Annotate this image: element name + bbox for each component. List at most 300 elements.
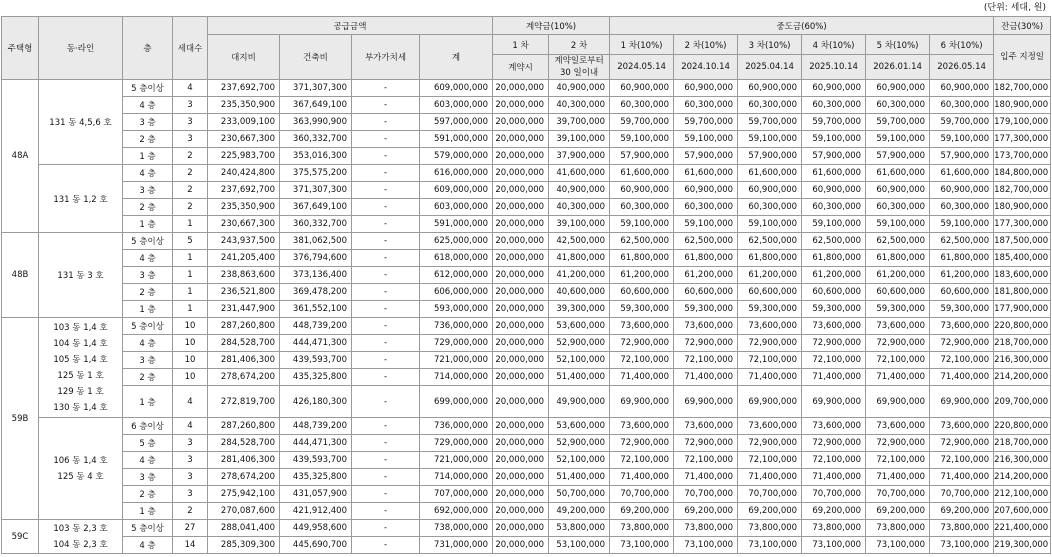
table-row <box>2 369 1051 386</box>
building-cell: 369,478,200 <box>280 284 352 301</box>
header-middle: 중도금(60%) <box>610 17 994 35</box>
mid2-cell: 62,500,000 <box>674 233 738 250</box>
mid4-cell: 59,100,000 <box>802 131 866 148</box>
header-households: 세대수 <box>173 17 208 80</box>
land-cell: 285,309,300 <box>208 537 280 554</box>
land-cell: 281,406,300 <box>208 352 280 369</box>
households-cell: 1 <box>173 284 208 301</box>
mid6-cell: 60,300,000 <box>930 199 994 216</box>
contract2-cell: 49,200,000 <box>549 503 610 520</box>
mid4-cell: 73,600,000 <box>802 418 866 435</box>
header-mid-date-1: 2024.05.14 <box>610 55 674 80</box>
households-cell: 4 <box>173 418 208 435</box>
building-cell: 353,016,300 <box>280 148 352 165</box>
households-cell: 14 <box>173 537 208 554</box>
mid1-cell: 72,100,000 <box>610 452 674 469</box>
mid3-cell: 59,100,000 <box>738 216 802 233</box>
contract1-cell: 20,000,000 <box>493 520 549 537</box>
total-cell: 593,000,000 <box>420 301 493 318</box>
balance-cell: 216,300,000 <box>994 352 1051 369</box>
balance-cell: 212,100,000 <box>994 486 1051 503</box>
mid3-cell: 71,400,000 <box>738 469 802 486</box>
total-cell: 579,000,000 <box>420 148 493 165</box>
balance-cell: 185,400,000 <box>994 250 1051 267</box>
total-cell: 603,000,000 <box>420 199 493 216</box>
total-cell: 721,000,000 <box>420 452 493 469</box>
vat-cell: - <box>352 267 420 284</box>
table-row <box>2 452 1051 469</box>
dong-line-cell: 131 동 1,2 호 <box>39 165 123 233</box>
header-contract-2: 2 차 <box>549 35 610 55</box>
header-dong-line: 동·라인 <box>39 17 123 80</box>
mid6-cell: 60,900,000 <box>930 80 994 97</box>
table-row <box>2 114 1051 131</box>
vat-cell: - <box>352 97 420 114</box>
mid2-cell: 59,100,000 <box>674 131 738 148</box>
contract2-cell: 42,500,000 <box>549 233 610 250</box>
contract2-cell: 53,800,000 <box>549 520 610 537</box>
mid2-cell: 61,800,000 <box>674 250 738 267</box>
building-cell: 449,958,600 <box>280 520 352 537</box>
building-cell: 448,739,200 <box>280 418 352 435</box>
mid6-cell: 57,900,000 <box>930 148 994 165</box>
mid5-cell: 73,600,000 <box>866 418 930 435</box>
households-cell: 3 <box>173 114 208 131</box>
balance-cell: 177,900,000 <box>994 301 1051 318</box>
mid5-cell: 73,800,000 <box>866 520 930 537</box>
building-cell: 426,180,300 <box>280 386 352 418</box>
contract1-cell: 20,000,000 <box>493 469 549 486</box>
header-vat: 부가가치세 <box>352 35 420 80</box>
mid1-cell: 72,100,000 <box>610 352 674 369</box>
balance-cell: 182,700,000 <box>994 182 1051 199</box>
building-cell: 431,057,900 <box>280 486 352 503</box>
contract2-cell: 53,600,000 <box>549 318 610 335</box>
mid3-cell: 69,200,000 <box>738 503 802 520</box>
mid1-cell: 70,700,000 <box>610 486 674 503</box>
dong-line-cell <box>39 520 123 554</box>
vat-cell: - <box>352 216 420 233</box>
mid3-cell: 60,900,000 <box>738 182 802 199</box>
vat-cell: - <box>352 520 420 537</box>
mid1-cell: 59,100,000 <box>610 131 674 148</box>
mid1-cell: 69,200,000 <box>610 503 674 520</box>
total-cell: 738,000,000 <box>420 520 493 537</box>
mid3-cell: 72,900,000 <box>738 335 802 352</box>
mid4-cell: 73,100,000 <box>802 537 866 554</box>
mid1-cell: 73,100,000 <box>610 537 674 554</box>
mid3-cell: 73,800,000 <box>738 520 802 537</box>
vat-cell: - <box>352 486 420 503</box>
building-cell: 375,575,200 <box>280 165 352 182</box>
mid1-cell: 69,900,000 <box>610 386 674 418</box>
land-cell: 230,667,300 <box>208 131 280 148</box>
land-cell: 288,041,400 <box>208 520 280 537</box>
households-cell: 1 <box>173 250 208 267</box>
type-cell: 48B <box>2 233 39 318</box>
mid1-cell: 60,900,000 <box>610 80 674 97</box>
price-table <box>1 16 1051 554</box>
contract2-cell: 49,900,000 <box>549 386 610 418</box>
mid5-cell: 62,500,000 <box>866 233 930 250</box>
mid1-cell: 59,100,000 <box>610 216 674 233</box>
mid6-cell: 73,800,000 <box>930 520 994 537</box>
mid6-cell: 59,700,000 <box>930 114 994 131</box>
contract2-cell: 53,600,000 <box>549 418 610 435</box>
vat-cell: - <box>352 503 420 520</box>
balance-cell: 216,300,000 <box>994 452 1051 469</box>
building-cell: 381,062,500 <box>280 233 352 250</box>
balance-cell: 177,300,000 <box>994 131 1051 148</box>
floor-cell: 3 층 <box>123 267 173 284</box>
mid4-cell: 61,800,000 <box>802 250 866 267</box>
contract1-cell: 20,000,000 <box>493 369 549 386</box>
mid3-cell: 60,900,000 <box>738 80 802 97</box>
households-cell: 10 <box>173 335 208 352</box>
mid2-cell: 57,900,000 <box>674 148 738 165</box>
land-cell: 237,692,700 <box>208 182 280 199</box>
balance-cell: 179,100,000 <box>994 114 1051 131</box>
contract1-cell: 20,000,000 <box>493 284 549 301</box>
dong-line-label: 105 동 1,4 호 <box>53 354 108 365</box>
floor-cell: 2 층 <box>123 131 173 148</box>
dong-line-label: 103 동 2,3 호 <box>53 523 108 534</box>
contract1-cell: 20,000,000 <box>493 233 549 250</box>
mid2-cell: 61,600,000 <box>674 165 738 182</box>
floor-cell: 3 층 <box>123 114 173 131</box>
mid5-cell: 71,400,000 <box>866 369 930 386</box>
contract1-cell: 20,000,000 <box>493 352 549 369</box>
mid4-cell: 60,900,000 <box>802 182 866 199</box>
building-cell: 373,136,400 <box>280 267 352 284</box>
mid1-cell: 73,600,000 <box>610 318 674 335</box>
table-row <box>2 182 1051 199</box>
balance-cell: 182,700,000 <box>994 80 1051 97</box>
mid6-cell: 73,600,000 <box>930 318 994 335</box>
total-cell: 618,000,000 <box>420 250 493 267</box>
mid3-cell: 69,900,000 <box>738 386 802 418</box>
vat-cell: - <box>352 131 420 148</box>
balance-cell: 180,900,000 <box>994 97 1051 114</box>
building-cell: 371,307,300 <box>280 80 352 97</box>
dong-line-cell <box>39 318 123 418</box>
total-cell: 714,000,000 <box>420 369 493 386</box>
mid3-cell: 73,100,000 <box>738 537 802 554</box>
mid5-cell: 72,100,000 <box>866 352 930 369</box>
total-cell: 721,000,000 <box>420 352 493 369</box>
mid2-cell: 72,900,000 <box>674 435 738 452</box>
building-cell: 439,593,700 <box>280 452 352 469</box>
mid3-cell: 73,600,000 <box>738 318 802 335</box>
contract2-cell: 40,300,000 <box>549 97 610 114</box>
vat-cell: - <box>352 469 420 486</box>
land-cell: 225,983,700 <box>208 148 280 165</box>
table-row <box>2 216 1051 233</box>
table-row <box>2 520 1051 537</box>
mid5-cell: 59,100,000 <box>866 216 930 233</box>
type-cell: 59B <box>2 318 39 520</box>
mid3-cell: 60,300,000 <box>738 97 802 114</box>
header-mid-date-5: 2026.01.14 <box>866 55 930 80</box>
header-total: 계 <box>420 35 493 80</box>
contract2-cell: 50,700,000 <box>549 486 610 503</box>
header-balance-when: 입주 지정일 <box>994 35 1051 80</box>
mid5-cell: 60,600,000 <box>866 284 930 301</box>
mid6-cell: 62,500,000 <box>930 233 994 250</box>
mid3-cell: 73,600,000 <box>738 418 802 435</box>
total-cell: 609,000,000 <box>420 80 493 97</box>
header-mid-5: 5 차(10%) <box>866 35 930 55</box>
building-cell: 444,471,300 <box>280 335 352 352</box>
header-balance: 잔금(30%) <box>994 17 1051 35</box>
vat-cell: - <box>352 435 420 452</box>
building-cell: 361,552,100 <box>280 301 352 318</box>
contract2-cell: 51,400,000 <box>549 469 610 486</box>
balance-cell: 220,800,000 <box>994 418 1051 435</box>
mid2-cell: 60,300,000 <box>674 97 738 114</box>
mid4-cell: 72,100,000 <box>802 452 866 469</box>
contract2-cell: 39,700,000 <box>549 114 610 131</box>
mid4-cell: 72,900,000 <box>802 335 866 352</box>
balance-cell: 207,600,000 <box>994 503 1051 520</box>
mid6-cell: 71,400,000 <box>930 369 994 386</box>
mid4-cell: 60,600,000 <box>802 284 866 301</box>
mid4-cell: 71,400,000 <box>802 469 866 486</box>
mid5-cell: 59,100,000 <box>866 131 930 148</box>
balance-cell: 214,200,000 <box>994 469 1051 486</box>
floor-cell: 4 층 <box>123 250 173 267</box>
contract1-cell: 20,000,000 <box>493 114 549 131</box>
mid2-cell: 69,900,000 <box>674 386 738 418</box>
dong-line-cell <box>39 418 123 520</box>
contract2-cell: 53,100,000 <box>549 537 610 554</box>
mid5-cell: 60,900,000 <box>866 80 930 97</box>
mid4-cell: 69,200,000 <box>802 503 866 520</box>
mid1-cell: 72,900,000 <box>610 335 674 352</box>
floor-cell: 6 층이상 <box>123 418 173 435</box>
floor-cell: 3 층 <box>123 352 173 369</box>
mid2-cell: 73,600,000 <box>674 418 738 435</box>
mid3-cell: 57,900,000 <box>738 148 802 165</box>
vat-cell: - <box>352 386 420 418</box>
households-cell: 5 <box>173 233 208 250</box>
dong-line-label: 104 동 2,3 호 <box>53 539 108 550</box>
contract2-cell: 39,100,000 <box>549 131 610 148</box>
balance-cell: 220,800,000 <box>994 318 1051 335</box>
mid2-cell: 73,100,000 <box>674 537 738 554</box>
land-cell: 237,692,700 <box>208 80 280 97</box>
floor-cell: 1 층 <box>123 301 173 318</box>
mid4-cell: 73,600,000 <box>802 318 866 335</box>
table-row <box>2 131 1051 148</box>
header-mid-6: 6 차(10%) <box>930 35 994 55</box>
mid1-cell: 60,900,000 <box>610 182 674 199</box>
households-cell: 3 <box>173 435 208 452</box>
contract1-cell: 20,000,000 <box>493 537 549 554</box>
building-cell: 439,593,700 <box>280 352 352 369</box>
type-cell: 59C <box>2 520 39 554</box>
households-cell: 10 <box>173 369 208 386</box>
mid4-cell: 60,900,000 <box>802 80 866 97</box>
building-cell: 371,307,300 <box>280 182 352 199</box>
balance-cell: 218,700,000 <box>994 335 1051 352</box>
vat-cell: - <box>352 369 420 386</box>
dong-line-label: 125 동 1 호 <box>57 370 104 381</box>
floor-cell: 5 층이상 <box>123 80 173 97</box>
header-building: 건축비 <box>280 35 352 80</box>
contract2-cell: 37,900,000 <box>549 148 610 165</box>
land-cell: 236,521,800 <box>208 284 280 301</box>
floor-cell: 4 층 <box>123 335 173 352</box>
contract2-cell: 52,900,000 <box>549 335 610 352</box>
header-contract: 계약금(10%) <box>493 17 610 35</box>
mid4-cell: 73,800,000 <box>802 520 866 537</box>
contract2-cell: 40,900,000 <box>549 182 610 199</box>
dong-line-cell: 131 동 3 호 <box>39 233 123 318</box>
vat-cell: - <box>352 182 420 199</box>
contract2-cell: 39,300,000 <box>549 301 610 318</box>
mid4-cell: 59,300,000 <box>802 301 866 318</box>
mid5-cell: 59,700,000 <box>866 114 930 131</box>
land-cell: 287,260,800 <box>208 418 280 435</box>
table-row <box>2 165 1051 182</box>
contract1-cell: 20,000,000 <box>493 435 549 452</box>
balance-cell: 221,400,000 <box>994 520 1051 537</box>
total-cell: 603,000,000 <box>420 97 493 114</box>
mid1-cell: 61,800,000 <box>610 250 674 267</box>
land-cell: 287,260,800 <box>208 318 280 335</box>
mid5-cell: 60,300,000 <box>866 199 930 216</box>
mid4-cell: 61,200,000 <box>802 267 866 284</box>
floor-cell: 1 층 <box>123 148 173 165</box>
balance-cell: 177,300,000 <box>994 216 1051 233</box>
vat-cell: - <box>352 148 420 165</box>
floor-cell: 5 층 <box>123 435 173 452</box>
header-mid-date-6: 2026.05.14 <box>930 55 994 80</box>
mid1-cell: 60,600,000 <box>610 284 674 301</box>
table-row <box>2 250 1051 267</box>
total-cell: 625,000,000 <box>420 233 493 250</box>
header-type: 주택형 <box>2 17 39 80</box>
vat-cell: - <box>352 250 420 267</box>
dong-line-label: 129 동 1 호 <box>57 386 104 397</box>
mid5-cell: 60,300,000 <box>866 97 930 114</box>
building-cell: 435,325,800 <box>280 469 352 486</box>
mid3-cell: 72,100,000 <box>738 452 802 469</box>
balance-cell: 183,600,000 <box>994 267 1051 284</box>
contract1-cell: 20,000,000 <box>493 97 549 114</box>
vat-cell: - <box>352 199 420 216</box>
contract2-cell: 52,900,000 <box>549 435 610 452</box>
contract1-cell: 20,000,000 <box>493 386 549 418</box>
households-cell: 10 <box>173 318 208 335</box>
header-mid-2: 2 차(10%) <box>674 35 738 55</box>
contract2-cell: 51,400,000 <box>549 369 610 386</box>
mid3-cell: 59,700,000 <box>738 114 802 131</box>
contract1-cell: 20,000,000 <box>493 80 549 97</box>
mid6-cell: 61,600,000 <box>930 165 994 182</box>
vat-cell: - <box>352 452 420 469</box>
mid1-cell: 73,600,000 <box>610 418 674 435</box>
balance-cell: 209,700,000 <box>994 386 1051 418</box>
header-supply: 공급금액 <box>208 17 493 35</box>
mid3-cell: 62,500,000 <box>738 233 802 250</box>
mid4-cell: 72,900,000 <box>802 435 866 452</box>
mid1-cell: 61,600,000 <box>610 165 674 182</box>
mid2-cell: 60,900,000 <box>674 80 738 97</box>
contract1-cell: 20,000,000 <box>493 199 549 216</box>
vat-cell: - <box>352 335 420 352</box>
mid6-cell: 70,700,000 <box>930 486 994 503</box>
contract2-cell: 40,900,000 <box>549 80 610 97</box>
table-row <box>2 537 1051 554</box>
floor-cell: 2 층 <box>123 486 173 503</box>
table-row <box>2 284 1051 301</box>
mid5-cell: 72,900,000 <box>866 335 930 352</box>
mid4-cell: 57,900,000 <box>802 148 866 165</box>
floor-cell: 1 층 <box>123 216 173 233</box>
mid5-cell: 69,200,000 <box>866 503 930 520</box>
contract1-cell: 20,000,000 <box>493 131 549 148</box>
dong-line-label: 130 동 1,4 호 <box>53 402 108 413</box>
mid3-cell: 71,400,000 <box>738 369 802 386</box>
mid6-cell: 71,400,000 <box>930 469 994 486</box>
floor-cell: 2 층 <box>123 369 173 386</box>
building-cell: 363,990,900 <box>280 114 352 131</box>
mid4-cell: 69,900,000 <box>802 386 866 418</box>
table-row <box>2 80 1051 97</box>
mid5-cell: 61,800,000 <box>866 250 930 267</box>
mid5-cell: 72,100,000 <box>866 452 930 469</box>
table-row <box>2 233 1051 250</box>
households-cell: 3 <box>173 97 208 114</box>
land-cell: 278,674,200 <box>208 469 280 486</box>
building-cell: 435,325,800 <box>280 369 352 386</box>
land-cell: 238,863,600 <box>208 267 280 284</box>
households-cell: 2 <box>173 199 208 216</box>
total-cell: 714,000,000 <box>420 469 493 486</box>
total-cell: 736,000,000 <box>420 318 493 335</box>
mid6-cell: 60,600,000 <box>930 284 994 301</box>
dong-line-label: 106 동 1,4 호 <box>53 455 108 466</box>
mid1-cell: 59,300,000 <box>610 301 674 318</box>
contract2-cell: 41,600,000 <box>549 165 610 182</box>
vat-cell: - <box>352 165 420 182</box>
mid4-cell: 72,100,000 <box>802 352 866 369</box>
mid1-cell: 59,700,000 <box>610 114 674 131</box>
mid1-cell: 72,900,000 <box>610 435 674 452</box>
households-cell: 1 <box>173 267 208 284</box>
contract1-cell: 20,000,000 <box>493 486 549 503</box>
dong-line-cell: 131 동 4,5,6 호 <box>39 80 123 165</box>
table-row <box>2 199 1051 216</box>
table-row <box>2 301 1051 318</box>
mid5-cell: 59,300,000 <box>866 301 930 318</box>
floor-cell: 1 층 <box>123 503 173 520</box>
mid1-cell: 73,800,000 <box>610 520 674 537</box>
building-cell: 448,739,200 <box>280 318 352 335</box>
mid1-cell: 60,300,000 <box>610 97 674 114</box>
building-cell: 376,794,600 <box>280 250 352 267</box>
mid5-cell: 73,600,000 <box>866 318 930 335</box>
mid6-cell: 60,900,000 <box>930 182 994 199</box>
vat-cell: - <box>352 114 420 131</box>
mid4-cell: 62,500,000 <box>802 233 866 250</box>
mid1-cell: 62,500,000 <box>610 233 674 250</box>
table-row <box>2 503 1051 520</box>
table-row <box>2 97 1051 114</box>
building-cell: 367,649,100 <box>280 97 352 114</box>
